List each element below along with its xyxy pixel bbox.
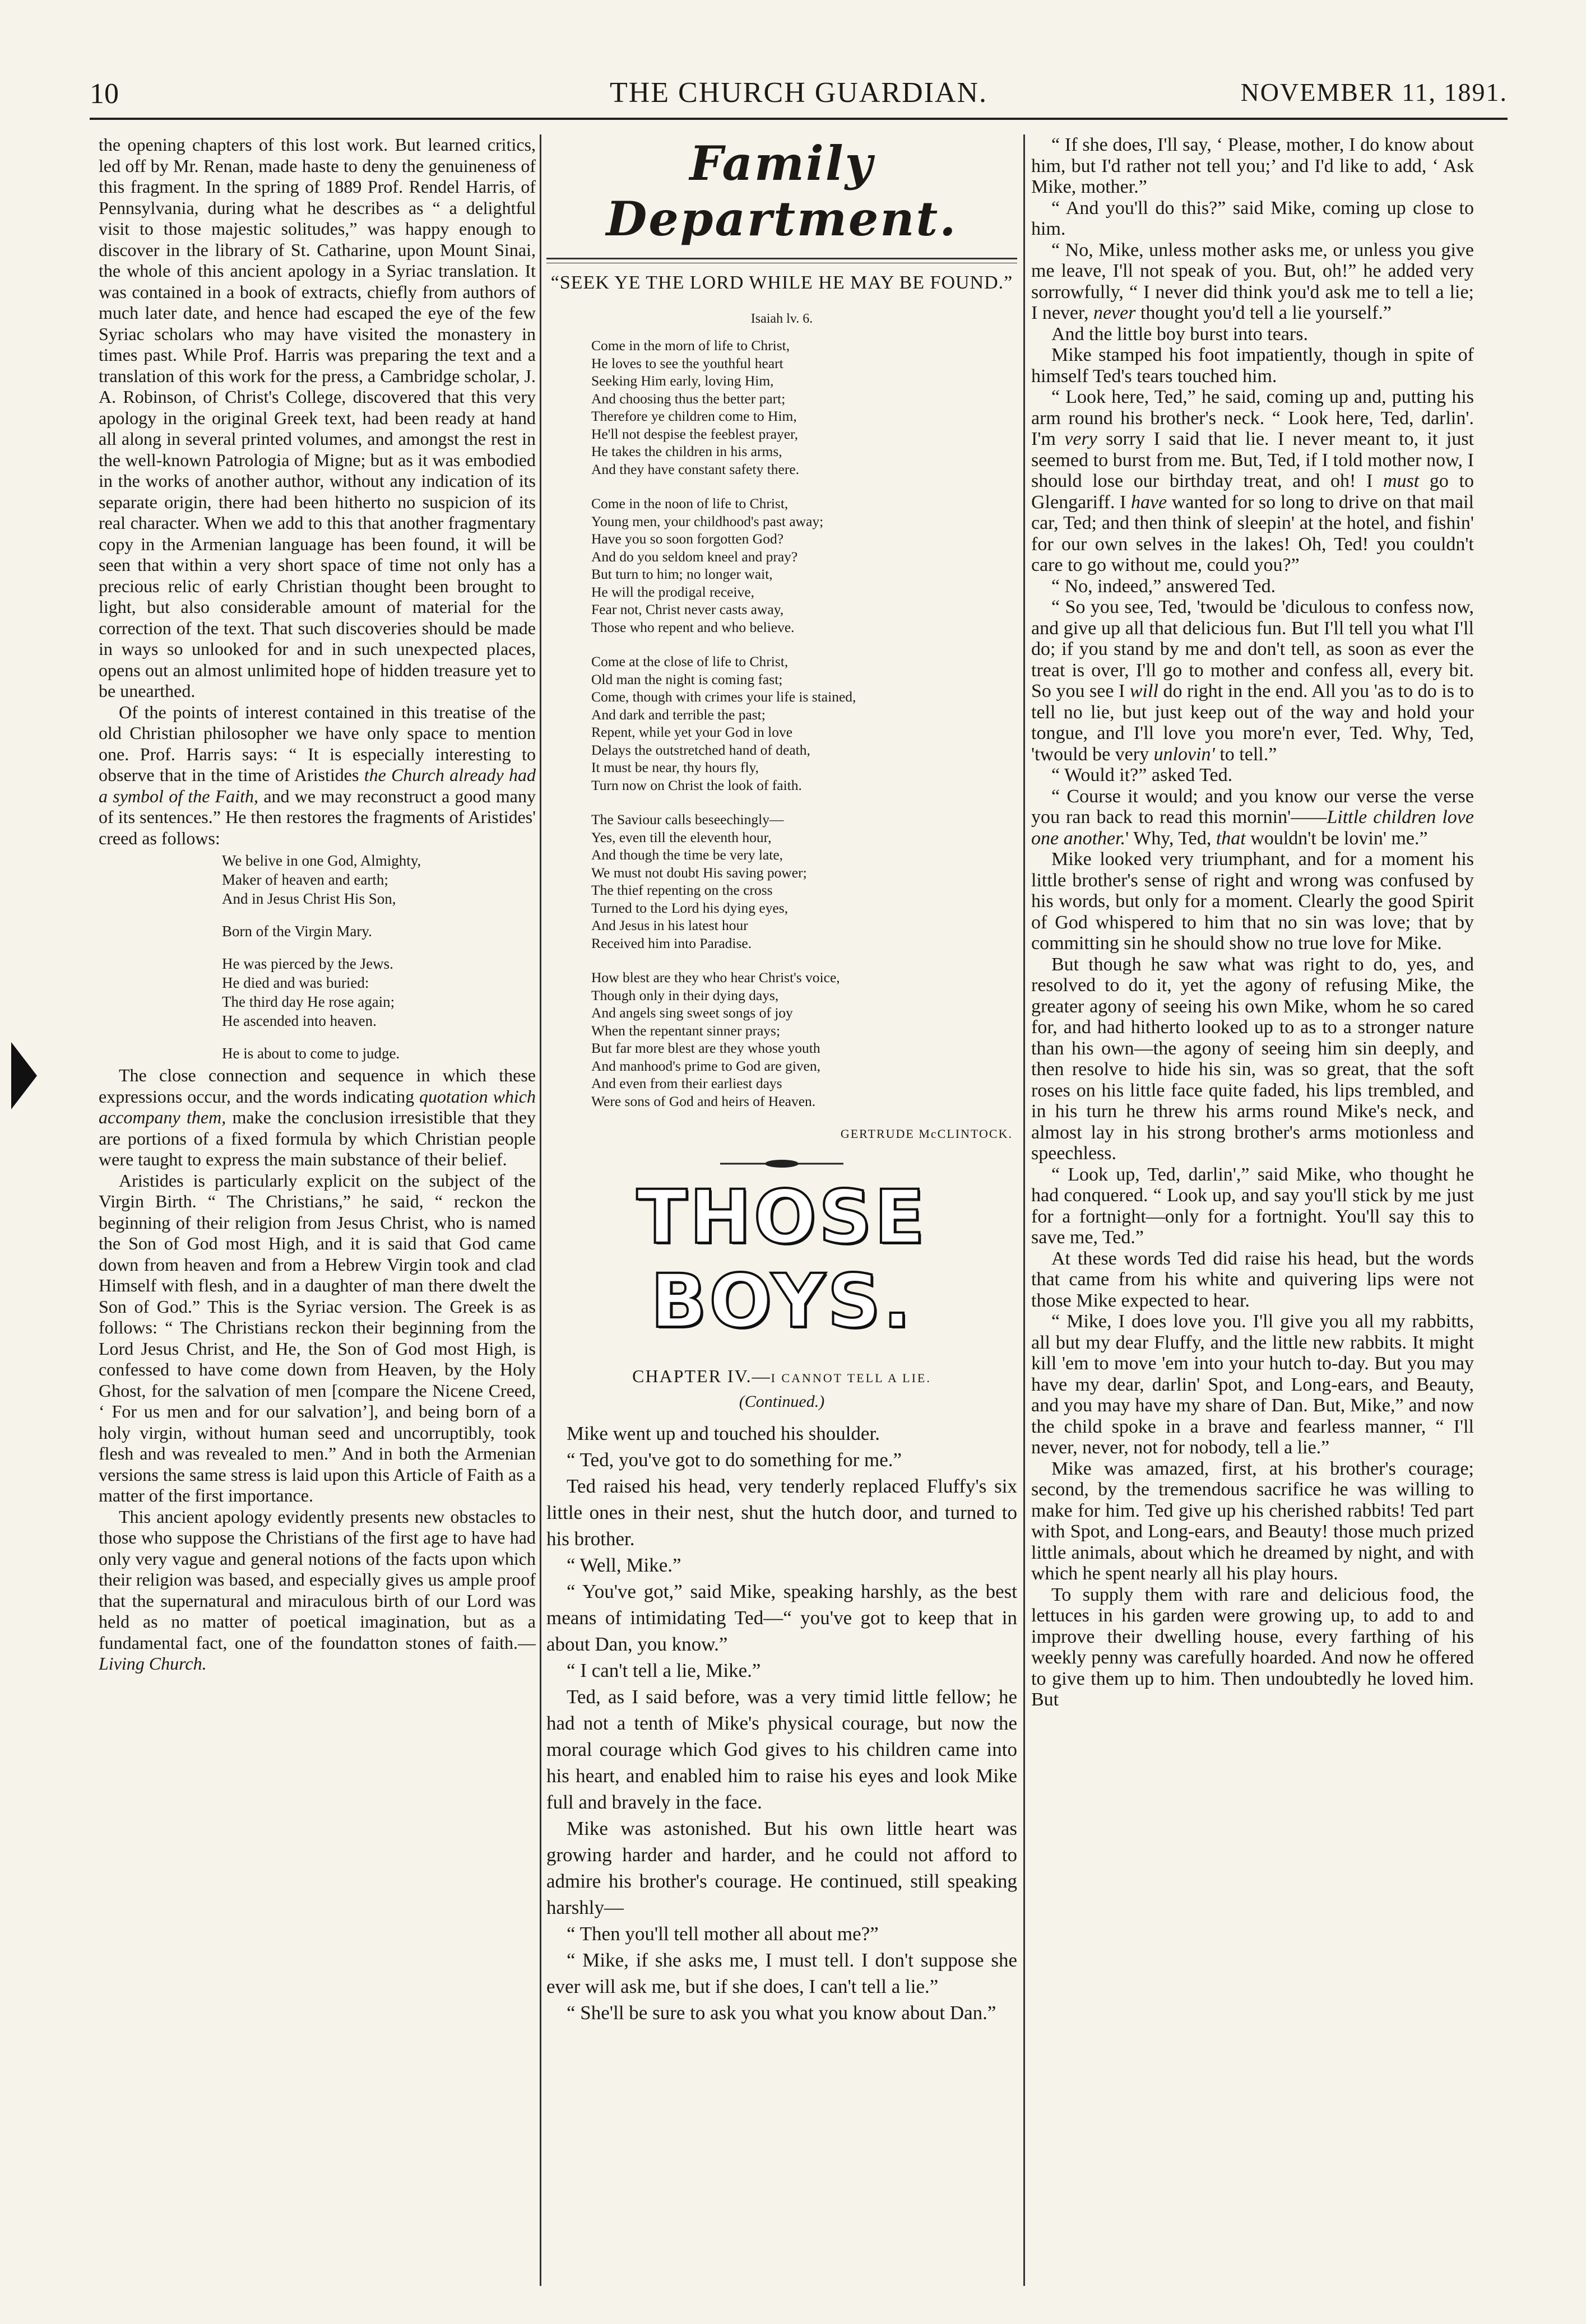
paragraph: Mike looked very triumphant, and for a moment his little brother's sense of right and wrong was confused by his words, but only for a moment. Clearly the good Spirit of God whispered to him that no sin was love; that by committing sin he should show no true love for Mike.	[1031, 849, 1474, 954]
paragraph: Mike was astonished. But his own little heart was growing harder and harder, and he could not afford to admire his brother's courage. He continued, still speaking harshly—	[546, 1818, 1017, 1918]
paragraph: Mike went up and touched his shoulder.	[567, 1423, 880, 1444]
paragraph: At these words Ted did raise his head, but the words that came from his white and quivering lips were not those Mike expected to hear.	[1031, 1248, 1474, 1311]
paragraph: “ Would it?” asked Ted.	[1051, 765, 1233, 785]
poem-stanza: Come in the noon of life to Christ, Young men, your childhood's past away; Have you so soon forgotten God? And do you seldom kneel and pray? But turn to him; no longer wait, He will the prodigal receive, Fear not, Christ never casts away, Those who repent and who believe.	[591, 495, 824, 635]
paragraph: “ No, indeed,” answered Ted.	[1051, 575, 1276, 597]
creed-line: He died and was buried:	[222, 974, 369, 991]
paragraph: “ She'll be sure to ask you what you know about Dan.”	[567, 2002, 996, 2024]
paragraph: “ So you see, Ted, 'twould be 'diculous to confess now, and give up all that delicious fun. But I'll tell you what I'll do; if you stand by me and don't tell, as soon as ever the treat is over, I'll go to mother and confess all, every bit. So you see I will do right in the end. All you 'as to do is to tell no lie, but just keep out of the way and hold your tongue, and I'll love you more'n ever, Ted. Why, Ted, 'twould be very unlovin' to tell.”	[1031, 597, 1474, 765]
paragraph: “ Mike, if she asks me, I must tell. I don't suppose she ever will ask me, but if she does, I can't tell a lie.”	[546, 1949, 1017, 1997]
ornament-divider	[546, 1158, 1017, 1172]
poem-stanza: Come in the morn of life to Christ, He loves to see the youthful heart Seeking Him early, loving Him, And choosing thus the better part; Therefore ye children come to Him, He'll not despise the feeblest prayer, He takes the children in his arms, And they have constant safety there.	[591, 337, 800, 477]
paragraph: “ You've got,” said Mike, speaking harshly, as the best means of intimidating Ted—“ you've got to keep that in about Dan, you know.”	[546, 1581, 1017, 1655]
page-number: 10	[90, 78, 119, 110]
paragraph: This ancient apology evidently presents new obstacles to those who suppose the Christians of the first age to have had only very vague and general notions of the facts upon which their religion was based, and especially gives us ample proof that the supernatural and miraculous birth of our Lord was held as no matter of poetical imagination, but as a fundamental fact, one of the foundatton stones of faith.—Living Church.	[99, 1506, 536, 1674]
poem-title: “SEEK YE THE LORD WHILE HE MAY BE FOUND.”	[550, 272, 1013, 293]
paragraph: “ Well, Mike.”	[567, 1554, 681, 1576]
margin-pointer-mark	[10, 1036, 38, 1115]
paragraph: “ Ted, you've got to do something for me.”	[567, 1449, 902, 1471]
creed-line: We belive in one God, Almighty,	[222, 852, 421, 869]
paragraph: Ted raised his head, very tenderly replaced Fluffy's six little ones in their nest, shut the hutch door, and turned to his brother.	[546, 1475, 1017, 1550]
paragraph: “ No, Mike, unless mother asks me, or unless you give me leave, I'll not speak of you. But, oh!” he added very sorrowfully, “ I never did think you'd ask me to tell a lie; I never, never thought you'd tell a lie yourself.”	[1031, 239, 1474, 323]
chapter-heading: CHAPTER IV.—I CANNOT TELL A LIE.	[632, 1366, 931, 1386]
paragraph: “ I can't tell a lie, Mike.”	[567, 1660, 761, 1681]
poem-author: GERTRUDE McCLINTOCK.	[840, 1127, 1013, 1141]
left-column	[99, 134, 536, 2286]
paragraph: Mike stamped his foot impatiently, though in spite of himself Ted's tears touched him.	[1031, 345, 1474, 387]
creed-line: Born of the Virgin Mary.	[222, 923, 372, 940]
paragraph: “ Course it would; and you know our verse the verse you ran back to read this mornin'——Little children love one another.' Why, Ted, that wouldn't be lovin' me.”	[1031, 785, 1474, 849]
column-rule	[540, 134, 541, 2286]
creed-line: He ascended into heaven.	[222, 1012, 377, 1029]
paragraph: Ted, as I said before, was a very timid little fellow; he had not a tenth of Mike's physical courage, but now the moral courage which God gives to his children came into his heart, and enabled him to raise his eyes and look Mike full and bravely in the face.	[546, 1686, 1017, 1813]
poem-stanza: How blest are they who hear Christ's voice, Though only in their dying days, And angels sing sweet songs of joy When the repentant sinner prays; But far more blest are they whose youth And manhood's prime to God are given, And even from their earliest days Were sons of God and heirs of Heaven.	[591, 969, 840, 1109]
scripture-reference: Isaiah lv. 6.	[750, 312, 813, 326]
creed-line: He was pierced by the Jews.	[222, 955, 393, 972]
paragraph: The close connection and sequence in which these expressions occur, and the words indicating quotation which accompany them, make the conclusion irresistible that they are portions of a fixed formula by which Christian people were taught to express the main substance of their belief.	[99, 1065, 536, 1169]
heading-rule	[546, 258, 1017, 263]
paragraph: And the little boy burst into tears.	[1051, 323, 1308, 345]
paragraph: But though he saw what was right to do, yes, and resolved to do it, yet the agony of refusing Mike, the greater agony of seeing his own Mike, whom he so cared for, and had hitherto looked up to as to a stronger nature than his own—the agony of seeing him sin deeply, and then resolve to hide his sin, was so great, that the soft roses on his little face quite faded, his lips trembled, and in his turn he threw his arms round Mike's neck, and almost lay in his strong brother's arms motionless and speechless.	[1031, 954, 1474, 1164]
newspaper-title: THE CHURCH GUARDIAN.	[609, 77, 988, 109]
masthead	[90, 73, 1508, 120]
paragraph: “ Look up, Ted, darlin',” said Mike, who thought he had conquered. “ Look up, and say you'll stick by me just for a fortnight—only for a fortnight. You'll say this to save me, Ted.”	[1031, 1164, 1474, 1248]
poem-stanza: The Saviour calls beseechingly— Yes, even till the eleventh hour, And though the time be very late, We must not doubt His saving power; The thief repenting on the cross Turned to the Lord his dying eyes, And Jesus in his latest hour Received him into Paradise.	[591, 811, 807, 951]
paragraph: “ Look here, Ted,” he said, coming up and, putting his arm round his brother's neck. “ Look here, Ted, darlin'. I'm very sorry I said that lie. I never meant to, it just seemed to burst from me. But, Ted, if I told mother now, I should lose our birthday treat, and oh! I must go to Glengariff. I have wanted for so long to drive on that mail car, Ted; and then think of sleepin' at the hotel, and fishin' for our own selves in the lakes! Oh, Ted! you couldn't care to go without me, could you?”	[1031, 387, 1474, 575]
paragraph: the opening chapters of this lost work. But learned critics, led off by Mr. Renan, made haste to deny the genuineness of this fragment. In the spring of 1889 Prof. Rendel Harris, of Pennsylvania, during what he describes as “ a delightful visit to those majestic solitudes,” was happy enough to discover in the library of St. Catharine, upon Mount Sinai, the whole of this ancient apology in a Syriac translation. It was contained in a book of extracts, chiefly from authors of much later date, and hence had escaped the eye of the few Syriac scholars who may have visited the monastery in times past. While Prof. Harris was preparing the text and a translation of this work for the press, a Cambridge scholar, J. A. Robinson, of Christ's College, discovered that this very apology in the original Greek text, had been ready at hand all along in several printed volumes, and amongst the rest in the well-known Patrologia of Migne; but as it was embodied in the works of another author, without any indication of its separate origin, there had been hitherto no suspicion of its real character. When we add to this that another fragmentary copy in the Armenian language has been found, it will be seen that within a very short space of time not only has a precious relic of early Christian thought been brought to light, but also considerable amount of material for the correction of the text. That such discoveries should be made in ways so unlooked for and in such unexpected places, opens out an almost unlimited hope of hidden treasure yet to be unearthed.	[99, 134, 536, 701]
story-title: THOSE BOYS.	[637, 1174, 927, 1345]
paragraph: “ Mike, I does love you. I'll give you all my rabbitts, all but my dear Fluffy, and the little new rabbits. It might kill 'em to move 'em into your hutch to-day. But you may have my dear, darlin' Spot, and Long-ears, and Beauty, and you may have my share of Dan. But, Mike,” and now the child spoke in a brave and fearless manner, “ I'll never, never, not for nobody, tell a lie.”	[1031, 1311, 1474, 1458]
poem-stanza: Come at the close of life to Christ, Old man the night is coming fast; Come, though with crimes your life is stained, And dark and terrible the past; Repent, while yet your God in love Delays the outstretched hand of death, It must be near, thy hours fly, Turn now on Christ the look of faith.	[591, 653, 856, 793]
paragraph: “ Then you'll tell mother all about me?”	[567, 1923, 879, 1945]
creed-quotation	[222, 851, 536, 1063]
paragraph: To supply them with rare and delicious food, the lettuces in his garden were growing up, to add to and improve their dwelling house, every farthing of his weekly penny was carefully hoarded. And now he offered to give them up to him. Then undoubtedly he loved him. But	[1031, 1584, 1474, 1710]
department-heading: Family Department.	[606, 136, 958, 247]
middle-column	[546, 134, 1017, 2286]
creed-line: And in Jesus Christ His Son,	[222, 890, 396, 907]
creed-line: He is about to come to judge.	[222, 1045, 400, 1062]
paragraph: “ And you'll do this?” said Mike, coming up close to him.	[1031, 197, 1474, 239]
creed-line: Maker of heaven and earth;	[222, 871, 388, 888]
issue-date: NOVEMBER 11, 1891.	[1240, 78, 1508, 106]
paragraph: Aristides is particularly explicit on the subject of the Virgin Birth. “ The Christians,” he said, “ reckon the beginning of their religion from Jesus Christ, who is named the Son of God most High, and it is said that God came down from heaven and from a Hebrew Virgin took and clad Himself with flesh, and in a daughter of man there dwelt the Son of God.” This is the Syriac version. The Greek is as follows: “ The Christians reckon their beginning from the Lord Jesus Christ, and He, the Son of God most High, is confessed to have come down from Heaven, by the Holy Ghost, for the salvation of men [compare the Nicene Creed, ‘ For us men and for our salvation’], and being born of a holy virgin, without human seed and uncorruptibly, took flesh and was revealed to men.” And in both the Armenian versions the same stress is laid upon this Article of Faith as a matter of the first importance.	[99, 1170, 536, 1505]
paragraph: Of the points of interest contained in this treatise of the old Christian philosopher we have only space to mention one. Prof. Harris says: “ It is especially interesting to observe that in the time of Aristides the Church already had a symbol of the Faith, and we may reconstruct a good many of its sentences.” He then restores the fragments of Aristides' creed as follows:	[99, 701, 536, 848]
continued-note: (Continued.)	[739, 1392, 825, 1411]
paragraph: Mike was amazed, first, at his brother's courage; second, by the tremendous sacrifice he was willing to make for him. Ted give up his cherished rabbits! Ted part with Spot, and Long-ears, and Beauty! those much prized little animals, about which he dreamed by night, and with which he spent nearly all his play hours.	[1031, 1458, 1474, 1584]
paragraph: “ If she does, I'll say, ‘ Please, mother, I do know about him, but I'd rather not tell you;’ and I'd like to add, ‘ Ask Mike, mother.”	[1031, 134, 1474, 197]
right-column	[1031, 134, 1474, 2286]
column-rule	[1023, 134, 1025, 2286]
creed-line: The third day He rose again;	[222, 993, 395, 1010]
